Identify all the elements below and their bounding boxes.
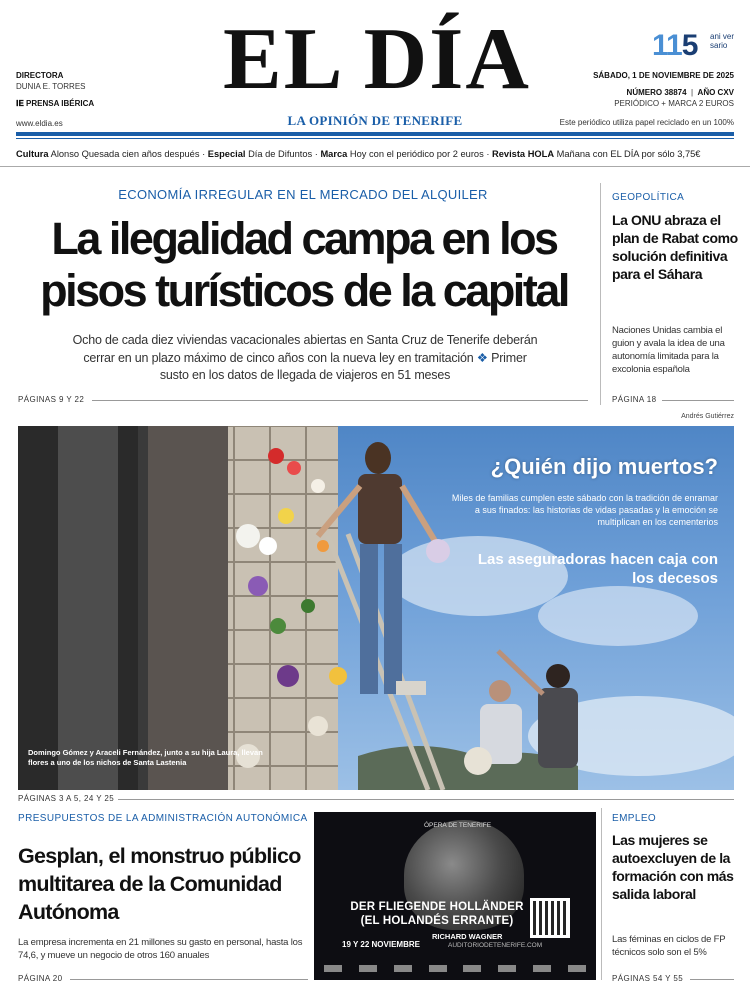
- directora-label: DIRECTORA: [16, 71, 64, 80]
- photo-credit: Andrés Gutiérrez: [681, 413, 734, 420]
- anniversary-number-a: 11: [652, 29, 682, 62]
- newspaper-logo[interactable]: EL DÍA: [223, 11, 531, 108]
- lead-headline-line1[interactable]: La ilegalidad campa en los: [51, 213, 557, 264]
- masthead-left: [16, 70, 94, 129]
- sponsor-logos: [324, 962, 586, 974]
- lead-deck-secondary: Primer susto en los datos de llegada de viajeros en 51 meses: [159, 350, 527, 382]
- group-name: PRENSA IBÉRICA: [26, 99, 95, 108]
- qr-code-icon[interactable]: [530, 898, 570, 938]
- lead-pages-rule: [92, 400, 588, 401]
- ticker-label-hola[interactable]: Revista HOLA: [492, 149, 555, 159]
- side-top-section: GEOPOLÍTICA: [612, 192, 685, 203]
- sponsor-logo-icon: [463, 965, 481, 972]
- ad-dates: 19 Y 22 NOVIEMBRE: [342, 940, 420, 949]
- ticker-label-marca[interactable]: Marca: [320, 149, 348, 159]
- side-top-pages: PÁGINA 18: [612, 395, 657, 404]
- sponsor-logo-icon: [429, 965, 447, 972]
- opera-advertisement[interactable]: [314, 812, 596, 980]
- side-bottom-body: Las féminas en ciclos de FP técnicos solo son el 5%: [612, 934, 726, 958]
- side-bottom-section: EMPLEO: [612, 813, 657, 824]
- prensa-iberica-icon: 𝐈𝐄: [16, 99, 27, 108]
- lead-kicker: ECONOMÍA IRREGULAR EN EL MERCADO DEL ALQUILER: [118, 187, 488, 202]
- issue-price: PERIÓDICO + MARCA 2 EUROS: [614, 99, 734, 108]
- recycled-note: Este periódico utiliza papel reciclado en un 100%: [559, 118, 734, 127]
- directora-name: DUNIA E. TORRES: [16, 82, 86, 91]
- website-link[interactable]: www.eldia.es: [16, 119, 63, 128]
- lead-deck-main: Ocho de cada diez viviendas vacacionales abiertas en Santa Cruz de Tenerife deberán cerrar en un plazo máximo de cinco años con la nueva ley en tramitación: [72, 333, 538, 365]
- lead-deck: [70, 332, 540, 385]
- masthead-rule: [16, 132, 734, 136]
- lead-headline-line2[interactable]: pisos turísticos de la capital: [40, 265, 568, 316]
- bottom-section: PRESUPUESTOS DE LA ADMINISTRACIÓN AUTONÓMICA: [18, 813, 308, 824]
- ticker-text-marca[interactable]: Hoy con el periódico por 2 euros: [349, 149, 484, 159]
- photo-pages-rule: [118, 799, 734, 800]
- sponsor-logo-icon: [498, 965, 516, 972]
- bottom-pages: PÁGINA 20: [18, 974, 63, 983]
- column-divider: [600, 183, 601, 405]
- sponsor-logo-icon: [359, 965, 377, 972]
- side-bottom-headline[interactable]: Las mujeres se autoexcluyen de la formación con más salida laboral: [612, 832, 734, 902]
- photo-subheadline[interactable]: Las aseguradoras hacen caja con los decesos: [477, 551, 718, 587]
- photo-text: Miles de familias cumplen este sábado con la tradición de enramar a sus finados: las historias de vidas pasadas y la emoción se multiplican en los cementerios: [451, 493, 718, 527]
- ad-title: DER FLIEGENDE HOLLÄNDER (EL HOLANDÉS ERRANTE): [350, 901, 524, 927]
- photo-caption: Domingo Gómez y Araceli Fernández, junto a su hija Laura, llevan flores a uno de los nichos de Santa Lastenia: [28, 748, 263, 767]
- photo-pages: PÁGINAS 3 A 5, 24 Y 25: [18, 794, 115, 803]
- ticker-text-cultura[interactable]: Alonso Quesada cien años después: [50, 149, 200, 159]
- ticker-rule: [0, 166, 750, 167]
- lead-pages: PÁGINAS 9 Y 22: [18, 395, 85, 404]
- side-bottom-pages-rule: [690, 979, 734, 980]
- sponsor-logo-icon: [568, 965, 586, 972]
- lead-photo[interactable]: [18, 426, 734, 790]
- ticker-text-especial[interactable]: Día de Difuntos: [248, 149, 313, 159]
- ticker-bar: Cultura Alonso Quesada cien años después · Especial Día de Difuntos · Marca Hoy con el periódico por 2 euros · Revista HOLA Mañana con EL DÍA por sólo 3,75€: [16, 149, 701, 159]
- bottom-pages-rule: [70, 979, 308, 980]
- side-top-body: Naciones Unidas cambia el guion y avala la idea de una autonomía limitada para la excolonia española: [612, 325, 725, 375]
- ad-website[interactable]: AUDITORIODETENERIFE.COM: [448, 942, 543, 949]
- issue-number: NÚMERO 38874: [626, 88, 687, 97]
- sponsor-logo-icon: [324, 965, 342, 972]
- side-top-pages-rule: [662, 400, 734, 401]
- bottom-headline[interactable]: Gesplan, el monstruo público multitarea de la Comunidad Autónoma: [18, 844, 301, 924]
- ticker-text-hola[interactable]: Mañana con EL DÍA por sólo 3,75€: [556, 149, 701, 159]
- issue-year: AÑO CXV: [697, 88, 734, 97]
- bottom-body: La empresa incrementa en 21 millones su gasto en personal, hasta los 74,6, y mueve un negocio de otros 160 anuales: [18, 937, 303, 961]
- sponsor-logo-icon: [533, 965, 551, 972]
- photo-title[interactable]: ¿Quién dijo muertos?: [490, 454, 718, 479]
- anniversary-text: ani ver sario: [710, 32, 735, 50]
- cemetery-photo-illustration: [18, 426, 734, 790]
- column-divider-bottom: [601, 808, 602, 980]
- masthead-right: SÁBADO, 1 DE NOVIEMBRE DE 2025 NÚMERO 38874 | AÑO CXV PERIÓDICO + MARCA 2 EUROS Este periódico utiliza papel reciclado en un 100%: [559, 71, 734, 127]
- ticker-label-especial[interactable]: Especial: [207, 149, 246, 159]
- side-bottom-pages: PÁGINAS 54 Y 55: [612, 974, 684, 983]
- ad-composer: RICHARD WAGNER: [432, 932, 503, 941]
- anniversary-number-b: 5: [681, 29, 698, 62]
- ad-brand: ÓPERA DE TENERIFE: [424, 822, 492, 829]
- side-top-headline[interactable]: La ONU abraza el plan de Rabat como solución definitiva para el Sáhara: [612, 212, 738, 282]
- issue-date: SÁBADO, 1 DE NOVIEMBRE DE 2025: [593, 71, 734, 80]
- masthead-rule-thin: [16, 138, 734, 139]
- newspaper-tagline: LA OPINIÓN DE TENERIFE: [287, 113, 463, 128]
- ticker-label-cultura[interactable]: Cultura: [16, 149, 49, 159]
- diamond-bullet-icon: ❖: [476, 350, 488, 365]
- sponsor-logo-icon: [394, 965, 412, 972]
- anniversary-badge: [652, 30, 742, 66]
- lead-headline[interactable]: [14, 213, 594, 317]
